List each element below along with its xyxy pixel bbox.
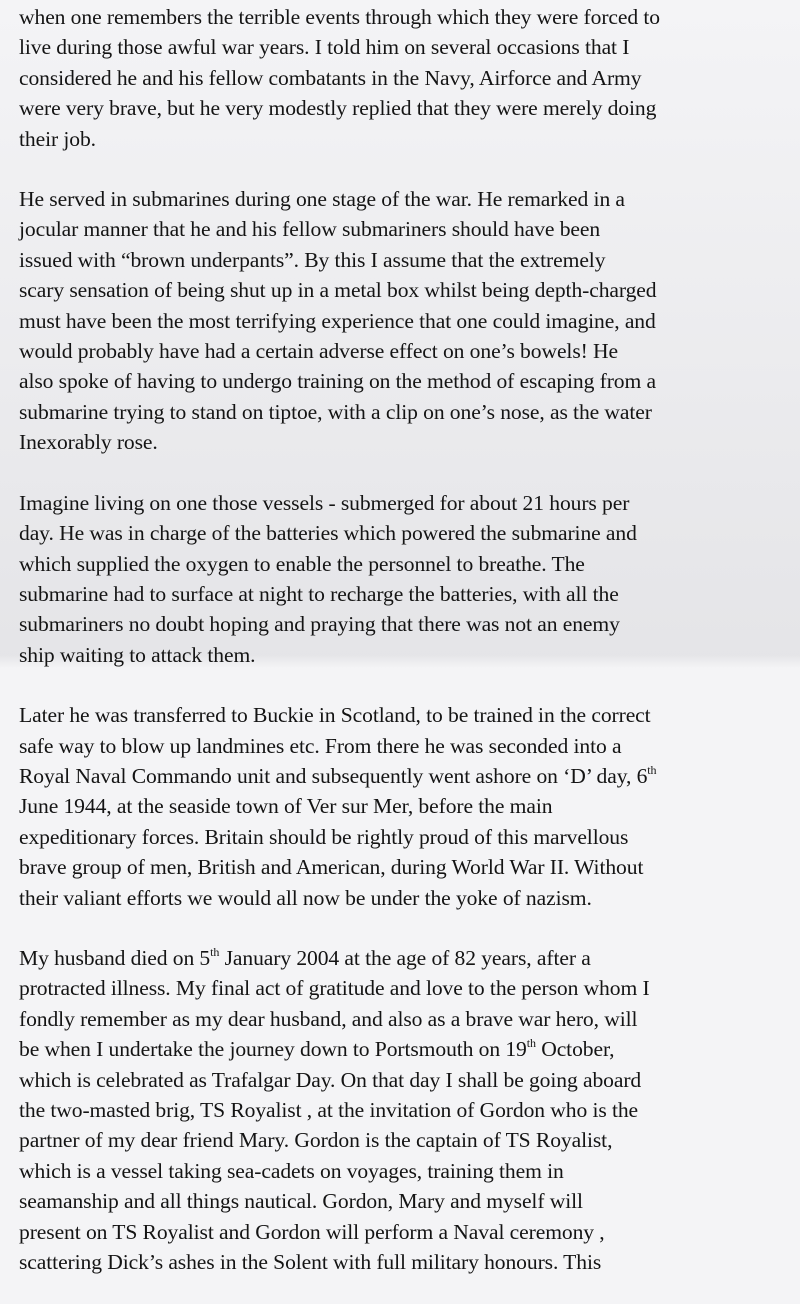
text-line: issued with “brown underpants”. By this I assume that the extremely bbox=[19, 247, 606, 272]
text-line: He served in submarines during one stage of the war. He remarked in a bbox=[19, 187, 625, 212]
text-line: present on TS Royalist and Gordon will perform a Naval ceremony , bbox=[19, 1219, 605, 1244]
text-line: must have been the most terrifying experience that one could imagine, and bbox=[19, 308, 656, 333]
paragraph-4 bbox=[19, 700, 788, 913]
text-line: the two-masted brig, TS Royalist , at the invitation of Gordon who is the bbox=[19, 1098, 639, 1122]
text-line: which is celebrated as Trafalgar Day. On that day I shall be going aboard bbox=[19, 1067, 642, 1092]
text-line: protracted illness. My final act of gratitude and love to the person whom I bbox=[19, 976, 650, 1001]
text-line: submarine had to surface at night to recharge the batteries, with all the bbox=[19, 581, 619, 606]
text-line: their valiant efforts we would all now be under the yoke of nazism. bbox=[19, 885, 592, 910]
text-line: submarine trying to stand on tiptoe, with a clip on one’s nose, as the water bbox=[19, 399, 652, 424]
text-line-segment: October, bbox=[535, 1037, 615, 1062]
text-line: submariners no doubt hoping and praying that there was not an enemy bbox=[19, 612, 620, 637]
text-line: considered he and his fellow combatants in the Navy, Airforce and Army bbox=[19, 65, 642, 90]
text-line: their job. bbox=[19, 126, 96, 151]
text-line: Imagine living on one those vessels - submerged for about 21 hours per bbox=[19, 490, 630, 515]
text-line: scary sensation of being shut up in a metal box whilst being depth-charged bbox=[19, 278, 657, 303]
text-line: would probably have had a certain adverse effect on one’s bowels! He bbox=[19, 339, 618, 364]
text-line: also spoke of having to undergo training on the method of escaping from a bbox=[19, 369, 656, 394]
text-line-segment: My husband died on 5 bbox=[19, 945, 211, 970]
text-line bbox=[19, 943, 788, 973]
text-line: when one remembers the terrible events through which they were forced to bbox=[19, 5, 660, 29]
text-line: ship waiting to attack them. bbox=[19, 642, 256, 667]
text-line: brave group of men, British and American, during World War II. Without bbox=[19, 855, 644, 880]
text-line: fondly remember as my dear husband, and also as a brave war hero, will bbox=[19, 1006, 638, 1031]
ordinal-suffix: th bbox=[526, 1036, 536, 1051]
text-line: jocular manner that he and his fellow submariners should have been bbox=[19, 217, 601, 242]
text-line bbox=[19, 761, 788, 791]
paragraph-5 bbox=[19, 943, 788, 1277]
text-line: day. He was in charge of the batteries which powered the submarine and bbox=[19, 521, 637, 546]
paragraph-2 bbox=[19, 184, 788, 458]
text-line: Inexorably rose. bbox=[19, 430, 158, 455]
text-line-segment: be when I undertake the journey down to Portsmouth on 19 bbox=[19, 1037, 527, 1062]
ordinal-suffix: th bbox=[647, 762, 657, 777]
text-line bbox=[19, 1034, 788, 1064]
text-line: were very brave, but he very modestly replied that they were merely doing bbox=[19, 96, 657, 121]
text-line: partner of my dear friend Mary. Gordon is the captain of TS Royalist, bbox=[19, 1128, 613, 1153]
text-line: June 1944, at the seaside town of Ver sur Mer, before the main bbox=[19, 794, 553, 819]
text-line: seamanship and all things nautical. Gordon, Mary and myself will bbox=[19, 1189, 583, 1214]
text-line: expeditionary forces. Britain should be rightly proud of this marvellous bbox=[19, 824, 629, 849]
text-line: which supplied the oxygen to enable the personnel to breathe. The bbox=[19, 551, 585, 576]
text-line: which is a vessel taking sea-cadets on voyages, training them in bbox=[19, 1158, 564, 1183]
ordinal-suffix: th bbox=[210, 944, 220, 959]
text-line-segment: Royal Naval Commando unit and subsequently went ashore on ‘D’ day, 6 bbox=[19, 763, 648, 788]
paragraph-1 bbox=[19, 2, 788, 154]
text-line: safe way to blow up landmines etc. From there he was seconded into a bbox=[19, 733, 622, 758]
text-line: live during those awful war years. I told him on several occasions that I bbox=[19, 35, 630, 60]
text-line-segment: January 2004 at the age of 82 years, after a bbox=[219, 945, 591, 970]
text-line: scattering Dick’s ashes in the Solent with full military honours. This bbox=[19, 1250, 602, 1275]
paragraph-3 bbox=[19, 488, 788, 670]
text-line: Later he was transferred to Buckie in Scotland, to be trained in the correct bbox=[19, 703, 651, 728]
